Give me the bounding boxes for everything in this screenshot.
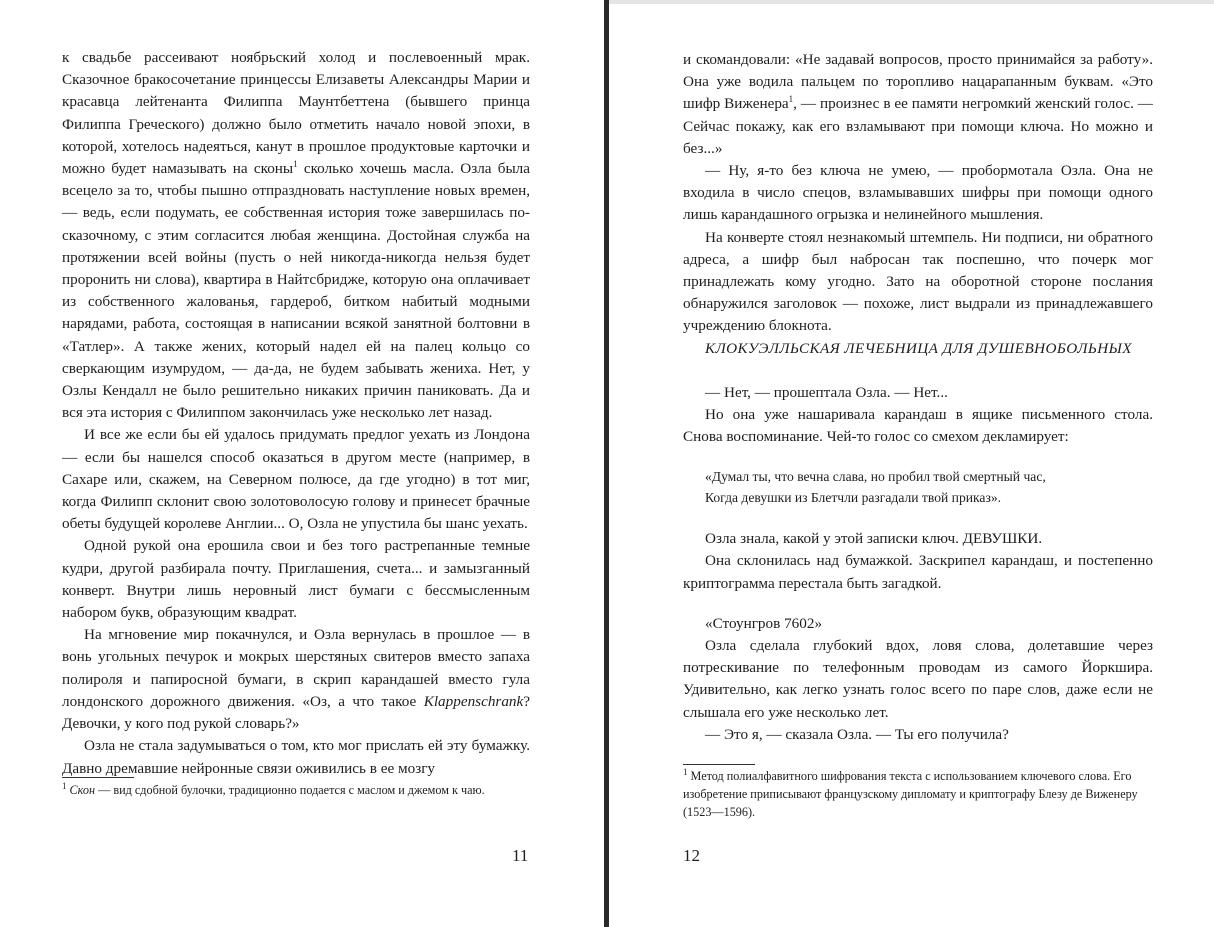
- paragraph: — Ну, я-то без ключа не умею, — пробормотала Озла. Она не входила в число спецов, взламывавших шифры при помощи одного лишь карандашного огрызка и нелинейного мышления.: [683, 162, 1153, 224]
- footnote-term: Скон: [69, 783, 96, 797]
- footnote-ref[interactable]: 1: [293, 158, 298, 169]
- paragraph: Но она уже нашаривала карандаш в ящике письменного стола. Снова воспоминание. Чей-то голос со смехом декламирует:: [683, 405, 1153, 446]
- section-heading: КЛОКУЭЛЛЬСКАЯ ЛЕЧЕБНИЦА ДЛЯ ДУШЕВНОБОЛЬНЫХ: [705, 339, 1132, 357]
- verse-quote: [683, 466, 1153, 508]
- paragraph: — Нет, — прошептала Озла. — Нет...: [705, 383, 948, 401]
- verse-line: Когда девушки из Блетчли разгадали твой приказ».: [705, 490, 1002, 506]
- paragraph: к свадьбе рассеивают ноябрьский холод и послевоенный мрак. Сказочное бракосочетание принцессы Елизаветы Александры Марии и красавца лейтенанта Филиппа Маунтбеттена (бывшего принца Филиппа Греческого) должно было отметить начало новой эпохи, в которой, хотелось надеяться, канут в прошлое продуктовые карточки и можно будет намазывать на сконы$^1$ сколько хочешь масла. Озла была всецело за то, чтобы пышно отпраздновать наступление новых времен, — ведь, если подумать, ее собственная история тоже завершилась по-сказочному, с этим согласится любая женщина. Достойная служба на протяжении всей войны (пусть о ней никогда-никогда нельзя будет проронить ни слова), квартира в Найтсбридже, которую она оплачивает из собственного жалованья, гардероб, битком набитый модными нарядами, работа, состоящая в написании всякой занятной болтовни в «Татлер». А также жених, который надел ей на палец кольцо со сверкающим изумрудом, — да-да, не будем забывать жениха. Нет, у Озлы Кендалл не было решительно никаких причин паниковать. Да и вся эта история с Филиппом закончилась уже несколько лет назад.: [62, 49, 530, 422]
- footnote-ref[interactable]: 1: [788, 94, 794, 105]
- footnote-divider: [62, 777, 134, 778]
- paragraph: Она склонилась над бумажкой. Заскрипел карандаш, и постепенно криптограмма перестала быть загадкой.: [683, 552, 1153, 592]
- footnote-divider: [683, 764, 755, 765]
- page-number: 11: [512, 846, 529, 865]
- verse-line: «Думал ты, что вечна слава, но пробил твой смертный час,: [705, 469, 1046, 485]
- footnote: $^1$ Метод полиалфавитного шифрования текста с использованием ключевого слова. Его изобретение приписывают французскому дипломату и криптографу Блезу де Виженеру (1523—1596).: [683, 766, 1138, 819]
- left-page: [0, 0, 604, 927]
- italic-term: Klappenschrank: [423, 692, 524, 710]
- paragraph: Озла знала, какой у этой записки ключ. ДЕВУШКИ.: [705, 530, 1043, 548]
- paragraph: Озла сделала глубокий вдох, ловя слова, долетавшие через потрескивание по телефонным проводам из самого Йоркшира. Удивительно, как легко узнать голос всего по паре слов, даже если не слышала его уже несколько лет.: [683, 637, 1153, 721]
- paragraph: И все же если бы ей удалось придумать предлог уехать из Лондона — если бы нашелся способ оказаться в другом месте (например, в Сахаре или, скажем, на Северном полюсе, да где угодно) в тот миг, когда Филипп склонит свою золотоволосую голову и принесет брачные обеты будущей королеве Англии... О, Озла не упустила бы шанс уехать.: [62, 426, 530, 533]
- paragraph: Озла не стала задумываться о том, кто мог прислать ей эту бумажку. Давно дремавшие нейронные связи оживились в ее мозгу: [62, 737, 530, 777]
- paragraph: «Стоунгров 7602»: [705, 614, 823, 632]
- right-text-column: [683, 49, 1153, 746]
- paragraph: и скомандовали: «Не задавай вопросов, просто принимайся за работу». Она уже водила пальцем по торопливо нацарапанным буквам. «Это шифр Виженера$^1$, — произнес в ее памяти негромкий женский голос. — Сейчас покажу, как его взламывают при помощи ключа. Но можно и без...»: [683, 51, 1153, 157]
- page-number: 12: [683, 846, 700, 865]
- paragraph: На мгновение мир покачнулся, и Озла вернулась в прошлое — в вонь угольных печурок и мокрых шерстяных свитеров вместо запаха полироля и папиросной бумаги, в скрип карандашей вместо гула лондонского дорожного движения. «Оз, а что такое Klappenschrank? Девочки, у кого под рукой словарь?»: [62, 626, 531, 733]
- paragraph: — Это я, — сказала Озла. — Ты его получила?: [705, 725, 1009, 743]
- right-page: [609, 0, 1214, 927]
- footnote: $^1$ Скон — вид сдобной булочки, традиционно подается с маслом и джемом к чаю.: [62, 780, 485, 797]
- paragraph: На конверте стоял незнакомый штемпель. Ни подписи, ни обратного адреса, а шифр был набросан так поспешно, что почерк мог принадлежать кому угодно. Зато на оборотной стороне послания обнаружился заголовок — похоже, лист выдрали из принадлежавшего учреждению блокнота.: [683, 228, 1153, 335]
- left-text-column: [62, 47, 530, 780]
- paragraph: Одной рукой она ерошила свои и без того растрепанные темные кудри, другой разбирала почту. Приглашения, счета... и замызганный конверт. Внутри лишь неровный лист бумаги с бессмысленным набором букв, образующим квадрат.: [62, 537, 530, 622]
